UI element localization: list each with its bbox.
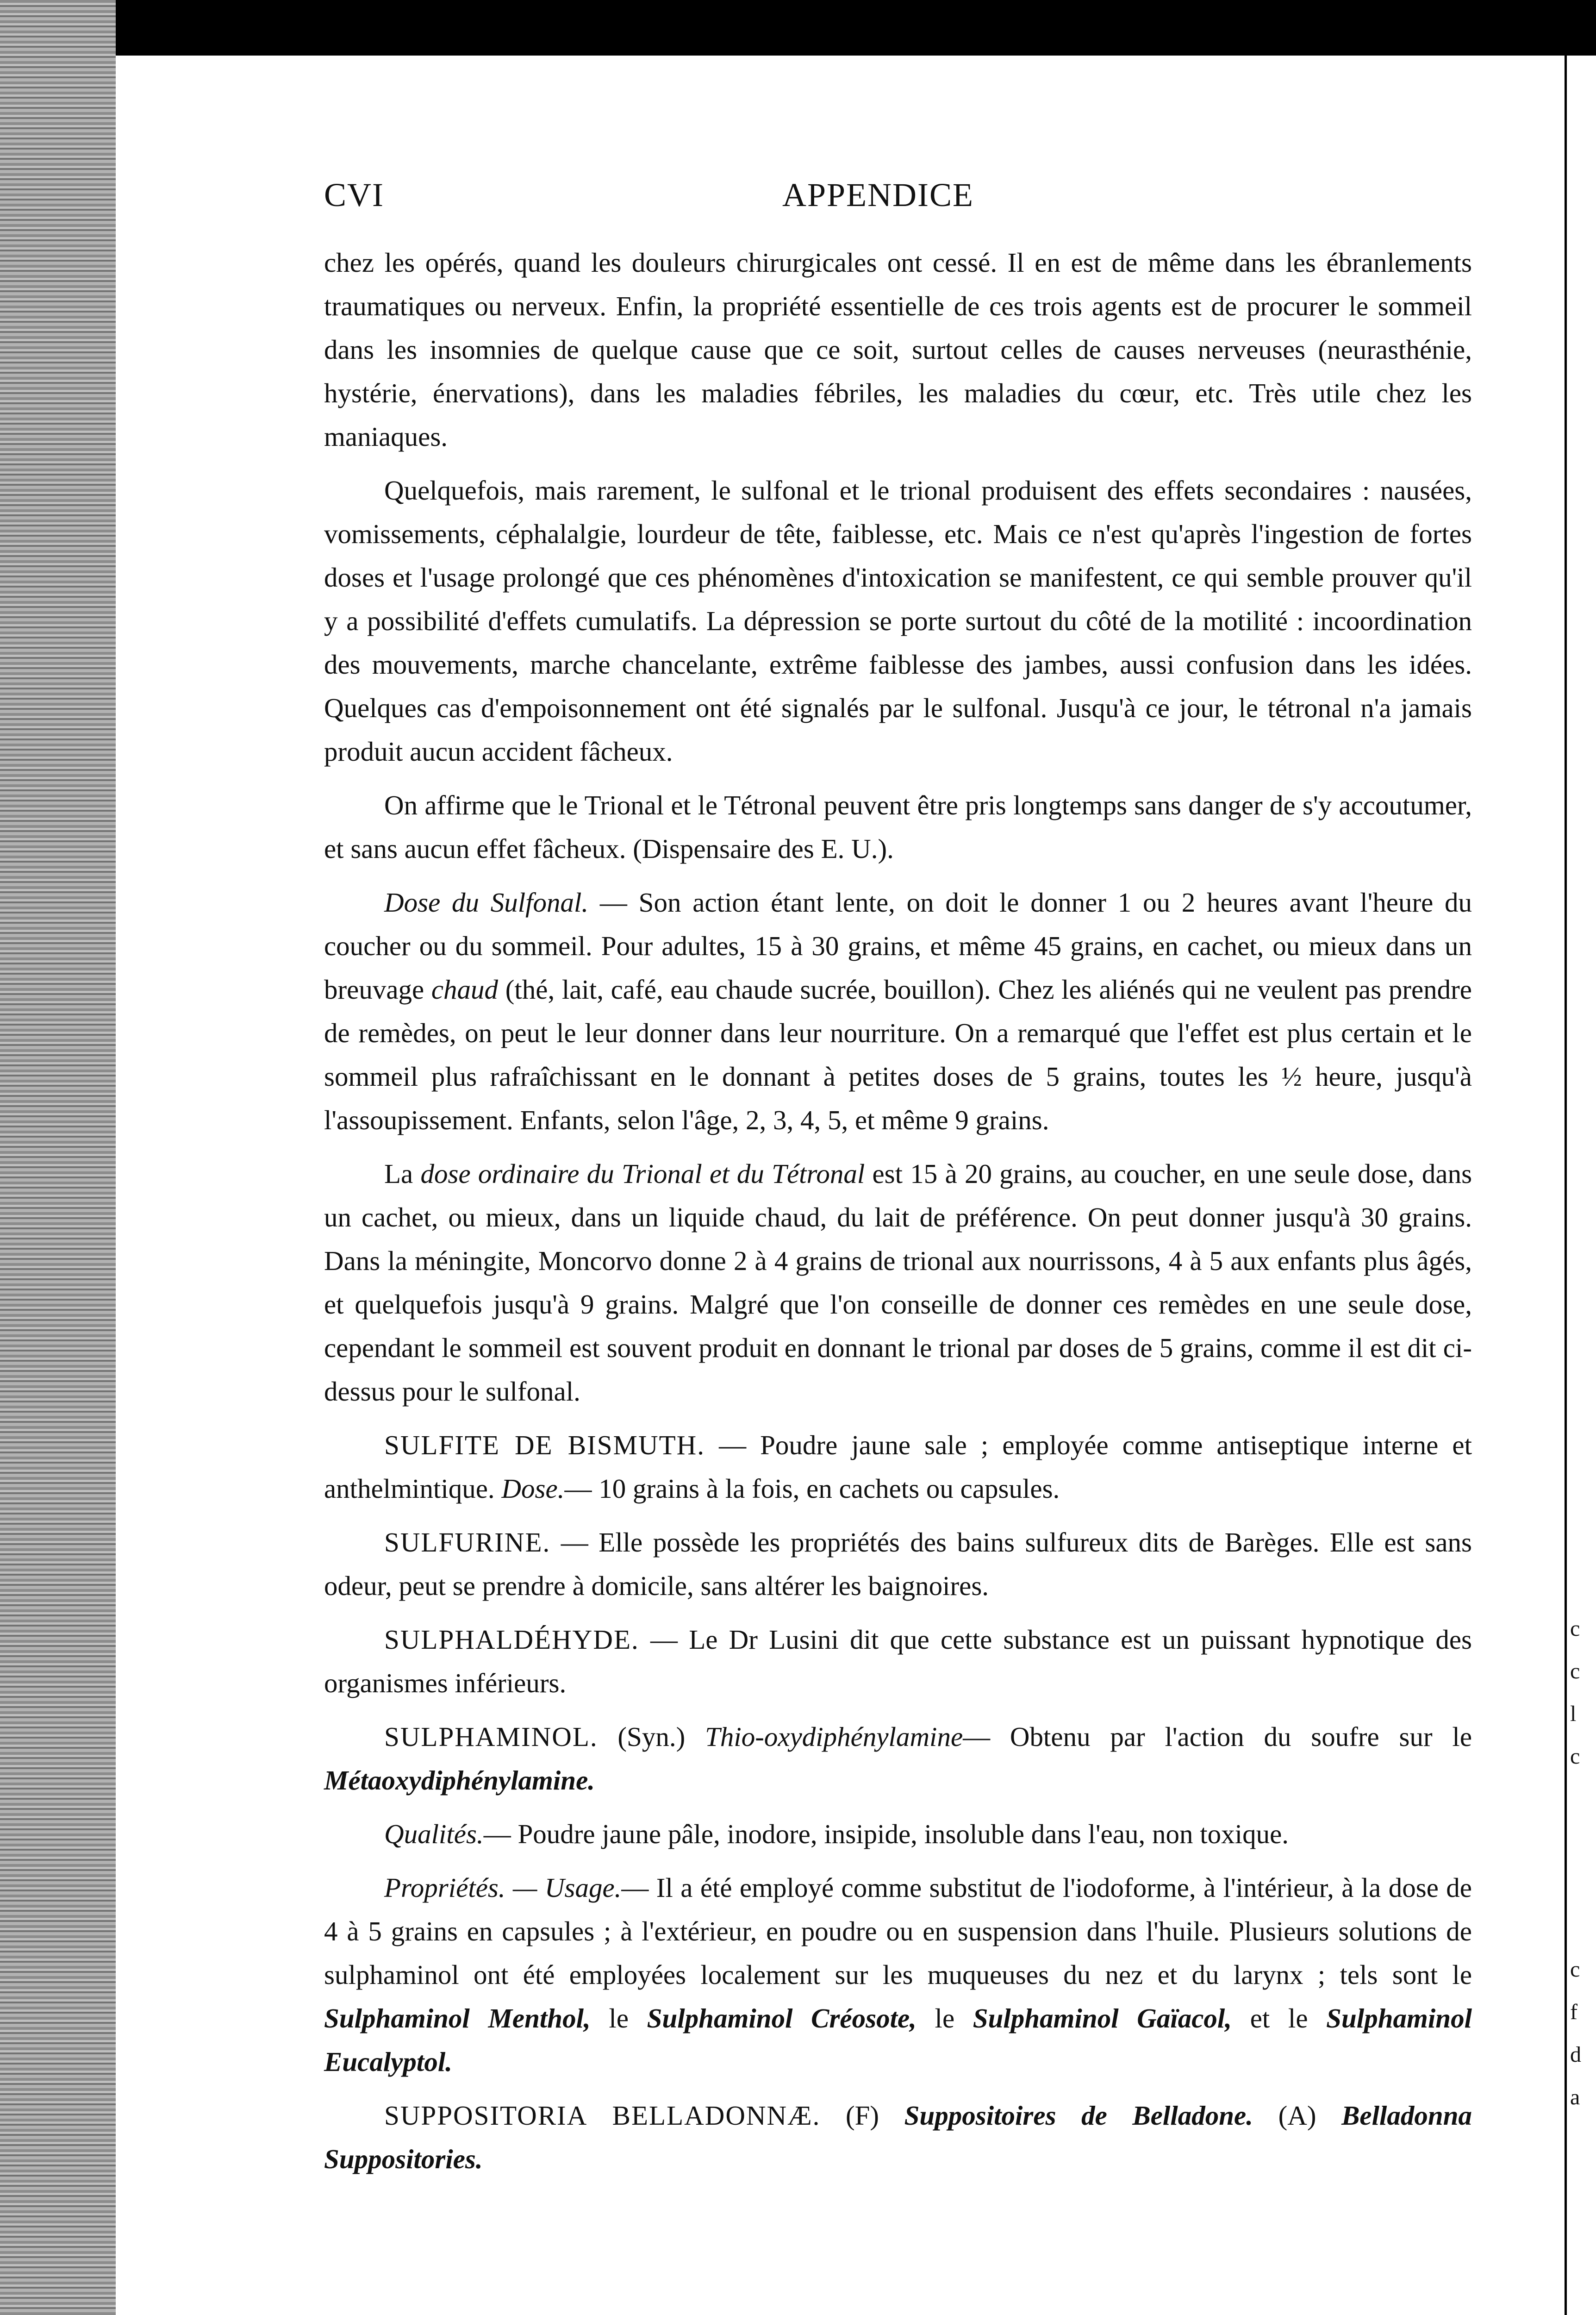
entry-text: (A) (1278, 2100, 1316, 2131)
italic-term: Belladonna Suppositories. (324, 2100, 1472, 2174)
entry (324, 1715, 1472, 1802)
paragraph-text: chez les opérés, quand les douleurs chirurgicales ont cessé. Il en est de même dans les ébranlements traumatiques ou nerveux. Enfin, la propriété essentielle de ces trois agents est de procurer le sommeil dans les insomnies de quelque cause que ce soit, surtout celles de causes nerveuses (neurasthénie, hystérie, énervations), dans les maladies fébriles, les maladies du cœur, etc. Très utile chez les maniaques. (324, 247, 1472, 452)
paragraph-label: Dose. (501, 1473, 565, 1504)
paragraph (324, 1866, 1472, 2084)
entry-heading: SULPHAMINOL. (384, 1721, 598, 1752)
paragraph-text: — Poudre jaune pâle, inodore, insipide, insoluble dans l'eau, non toxique. (483, 1819, 1289, 1849)
paragraph (324, 241, 1472, 458)
italic-term: Sulphaminol Gaïacol, (973, 2003, 1232, 2033)
paragraph-text: Quelquefois, mais rarement, le sulfonal et le trional produisent des effets secondaires : nausées, vomissements, céphalalgie, lourdeur de tête, faiblesse, etc. Mais ce n'est qu'après l'ingestion de fortes doses et l'usage prolongé que ces phénomènes d'intoxication se manifestent, ce qui semble prouver qu'il y a possibilité d'effets cumulatifs. La dépression se porte surtout du côté de la motilité : incoordination des mouvements, marche chancelante, extrême faiblesse des jambes, aussi confusion dans les idées. Quelques cas d'empoisonnement ont été signalés par le sulfonal. Jusqu'à ce jour, le tétronal n'a jamais produit aucun accident fâcheux. (324, 475, 1472, 767)
entry-heading: SULFITE DE BISMUTH. (384, 1430, 705, 1460)
paragraph-text: est 15 à 20 grains, au coucher, en une seule dose, dans un cachet, ou mieux, dans un liquide chaud, du lait de préférence. On peut donner jusqu'à 30 grains. Dans la méningite, Moncorvo donne 2 à 4 grains de trional aux nourrissons, 4 à 5 aux enfants plus âgés, et quelquefois jusqu'à 9 grains. Malgré que l'on conseille de donner ces remèdes en une seule dose, cependant le sommeil est souvent produit en donnant le trional par doses de 5 grains, comme il est dit ci-dessus pour le sulfonal. (324, 1158, 1472, 1407)
paragraph-text: le (609, 2003, 629, 2033)
paragraph-label: Qualités. (384, 1819, 484, 1849)
entry (324, 1520, 1472, 1608)
paragraph-label: Dose du Sulfonal. (384, 887, 589, 918)
paragraph-text: (thé, lait, café, eau chaude sucrée, bouillon). Chez les aliénés qui ne veulent pas prendre de remèdes, on peut le leur donner dans leur nourriture. On a remarqué que l'effet est plus certain et le sommeil plus rafraîchissant en le donnant à petites doses de 5 grains, toutes les ½ heure, jusqu'à l'assoupissement. Enfants, selon l'âge, 2, 3, 4, 5, et même 9 grains. (324, 974, 1472, 1135)
entry-text: — Elle possède les propriétés des bains sulfureux dits de Barèges. Elle est sans odeur, peut se prendre à domicile, sans altérer les baignoires. (324, 1527, 1472, 1601)
italic-term: Suppositoires de Belladone. (904, 2100, 1253, 2131)
italic-term: Sulphaminol Créosote, (647, 2003, 916, 2033)
entry-heading: SULPHALDÉHYDE. (384, 1624, 639, 1655)
paragraph-text: le (935, 2003, 955, 2033)
entry (324, 1423, 1472, 1510)
entry-text: (Syn.) (617, 1721, 686, 1752)
entry-text: — Obtenu par l'action du soufre sur le (963, 1721, 1472, 1752)
paragraph (324, 881, 1472, 1142)
italic-term: Métaoxydiphénylamine. (324, 1765, 595, 1796)
paragraph (324, 469, 1472, 773)
entry-text: (F) (845, 2100, 879, 2131)
paragraph-text: On affirme que le Trional et le Tétronal peuvent être pris longtemps sans danger de s'y accoutumer, et sans aucun effet fâcheux. (Dispensaire des E. U.). (324, 790, 1472, 864)
italic-term: Sulphaminol Menthol, (324, 2003, 591, 2033)
entry-heading: SUPPOSITORIA BELLADONNÆ. (384, 2100, 821, 2131)
entry-text: — Le Dr Lusini dit que cette substance est un puissant hypnotique des organismes inférieurs. (324, 1624, 1472, 1698)
page-number: CVI (324, 176, 384, 213)
body-text (324, 241, 1472, 2191)
entry (324, 1618, 1472, 1705)
italic-term: Thio-oxydiphénylamine (705, 1721, 963, 1752)
entry-text: — 10 grains à la fois, en cachets ou capsules. (564, 1473, 1060, 1504)
paragraph (324, 783, 1472, 870)
paragraph-text: et le (1250, 2003, 1308, 2033)
paragraph-label: dose ordinaire du Trional et du Tétronal (420, 1158, 865, 1189)
paragraph-text: — Il a été employé comme substitut de l'iodoforme, à l'intérieur, à la dose de 4 à 5 grains en capsules ; à l'extérieur, en poudre ou en suspension dans l'huile. Plusieurs solutions de sulphaminol ont été employées localement sur les muqueuses du nez et du larynx ; tels sont le (324, 1872, 1472, 1990)
paragraph-label: Propriétés. — Usage. (384, 1872, 622, 1903)
scan-edge (0, 0, 116, 2315)
paragraph (324, 1152, 1472, 1413)
paragraph-text: La (384, 1158, 413, 1189)
adjacent-page-fragments: c c l c c f d a (1570, 1616, 1581, 2109)
running-title: APPENDICE (782, 176, 974, 213)
entry-heading: SULFURINE. (384, 1527, 551, 1558)
entry-text: — Poudre jaune sale ; employée comme antiseptique interne et anthelmintique. (324, 1430, 1472, 1504)
italic-term: chaud (431, 974, 499, 1005)
paragraph (324, 1812, 1472, 1856)
paragraph-text: — Son action étant lente, on doit le donner 1 ou 2 heures avant l'heure du coucher ou du sommeil. Pour adultes, 15 à 30 grains, et même 45 grains, en cachet, ou mieux dans un breuvage (324, 887, 1472, 1005)
entry (324, 2094, 1472, 2181)
italic-term: Sulphaminol Eucalyptol. (324, 2003, 1472, 2077)
